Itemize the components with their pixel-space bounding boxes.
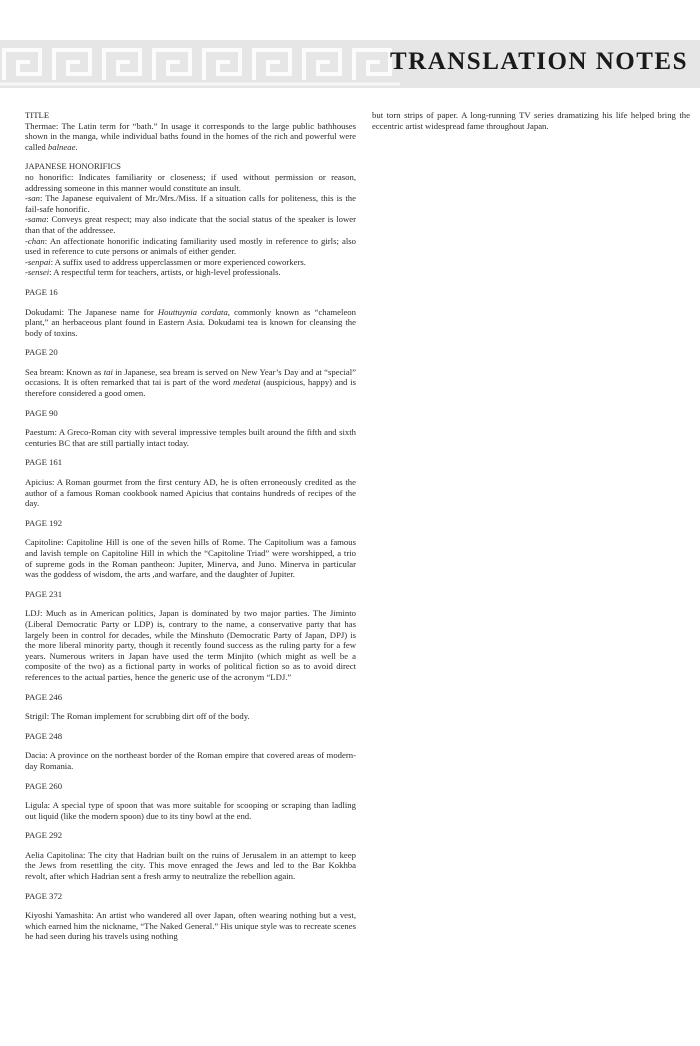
- page-246-heading: PAGE 246: [25, 691, 63, 702]
- page-16-heading: PAGE 16: [25, 286, 58, 297]
- page-292-note: Aelia Capitolina: The city that Hadrian built on the ruins of Jerusalem in an attempt to keep the Jews from resettling the city. This move enraged the Jews and led to the Bar Kokhba revolt, after which Hadrian sent a fresh army to neutralize the rebellion again.: [25, 849, 356, 882]
- page-161-heading: PAGE 161: [25, 457, 63, 468]
- page-246-note: Strigil: The Roman implement for scrubbing dirt off of the body.: [25, 711, 250, 722]
- honorifics-heading: JAPANESE HONORIFICS: [25, 161, 121, 172]
- honorific-item: -sama: Conveys great respect; may also indicate that the social status of the speaker is lower than that of the addressee.: [25, 214, 356, 235]
- page-192-note: Capitoline: Capitoline Hill is one of the seven hills of Rome. The Capitolium was a famous and lavish temple on Capitoline Hill in which the “Capitoline Triad” were worshipped, a trio of supreme gods in the Roman pantheon: Jupiter, Minerva, and Juno. Minerva in particular was the goddess of wisdom, the arts ,and warfare, and the daughter of Jupiter.: [25, 537, 356, 580]
- page-292-heading: PAGE 292: [25, 830, 63, 841]
- page-20-note: Sea bream: Known as tai in Japanese, sea bream is served on New Year’s Day and at “special” occasions. It is often remarked that tai is part of the word medetai (auspicious, happy) and is therefore considered a good omen.: [25, 366, 356, 399]
- page-372-note-continued: but torn strips of paper. A long-running TV series dramatizing his life helped bring the eccentric artist widespread fame throughout Japan.: [372, 110, 690, 131]
- page-372-heading: PAGE 372: [25, 890, 63, 901]
- page-192-heading: PAGE 192: [25, 517, 63, 528]
- honorific-item: no honorific: Indicates familiarity or closeness; if used without permission or reason, addressing someone in this manner would constitute an insult.: [25, 171, 356, 193]
- title-heading: TITLE: [25, 110, 50, 120]
- honorific-item: -san: The Japanese equivalent of Mr./Mrs./Miss. If a situation calls for politeness, this is the fail-safe honorific.: [25, 193, 356, 214]
- page-20-heading: PAGE 20: [25, 347, 58, 358]
- title-note: [25, 110, 356, 152]
- page-16-note: Dokudami: The Japanese name for Houttuynia cordata, commonly known as “chameleon plant,” an herbaceous plant found in Eastern Asia. Dokudami tea is known for cleansing the body of toxins.: [25, 306, 356, 338]
- page-260-heading: PAGE 260: [25, 780, 63, 791]
- header-band: [0, 40, 700, 88]
- page-90-note: Paestum: A Greco-Roman city with several impressive temples built around the fifth and sixth centuries BC that are still partially intact today.: [25, 427, 356, 448]
- page-372-note: Kiyoshi Yamashita: An artist who wandered all over Japan, often wearing nothing but a vest, which earned him the nickname, “The Naked General.” His unique style was to recreate scenes he had seen during his travels using nothing: [25, 910, 356, 942]
- title-text: Thermae: The Latin term for “bath.” In usage it corresponds to the large public bathhouses shown in the manga, while individual baths found in the homes of the rich and powerful were called balneae.: [25, 120, 356, 152]
- page-title: TRANSLATION NOTES: [389, 48, 688, 75]
- honorifics-note: [25, 161, 356, 278]
- greek-key-border: [0, 40, 400, 88]
- honorific-item: -chan: An affectionate honorific indicating familiarity used mostly in reference to girls; also used in reference to cute persons or animals of either gender.: [25, 235, 356, 257]
- page-231-note: LDJ: Much as in American politics, Japan is dominated by two major parties. The Jiminto (Liberal Democratic Party or LDP) is, contrary to the name, a conservative party that has largely been in control for decades, while the Minshuto (Democratic Party of Japan, DPJ) is the more liberal minority party, though it recently found success as the ruling party for a few years. Numerous writers in Japan have used the term Minjito (which might as well be a composite of the two) as a fictional party in works of political fiction so as to avoid direct references to the actual parties, hence the generic use of the acronym “LDJ.”: [25, 608, 356, 682]
- honorific-item: -sensei: A respectful term for teachers, artists, or high-level professionals.: [25, 267, 281, 278]
- honorific-item: -senpai: A suffix used to address upperclassmen or more experienced coworkers.: [25, 256, 306, 267]
- notes-column-left: [25, 110, 356, 951]
- page-248-heading: PAGE 248: [25, 730, 63, 741]
- page-161-note: Apicius: A Roman gourmet from the first century AD, he is often erroneously credited as the author of a famous Roman cookbook named Apicius that contains hundreds of recipes of the day.: [25, 477, 356, 509]
- page-260-note: Ligula: A special type of spoon that was more suitable for scooping or scraping than ladling out liquid (like the modern spoon) due to its tiny bowl at the end.: [25, 800, 356, 821]
- page-90-heading: PAGE 90: [25, 407, 58, 418]
- page-231-heading: PAGE 231: [25, 588, 63, 599]
- notes-column-right: [372, 110, 690, 140]
- page-248-note: Dacia: A province on the northeast border of the Roman empire that covered areas of modern-day Romania.: [25, 750, 356, 771]
